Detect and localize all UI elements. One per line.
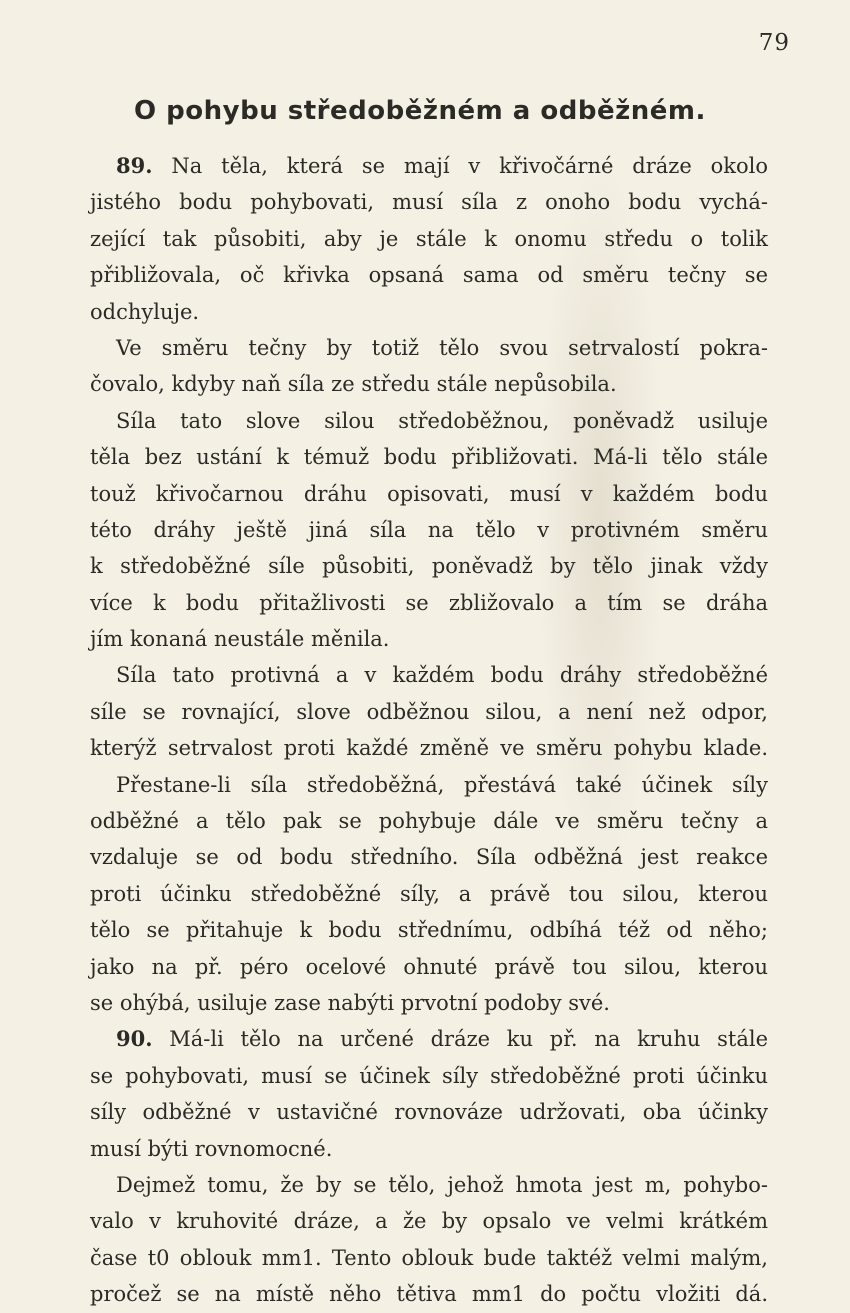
text-line: Ve směru tečny by totiž tělo svou setrvalostí pokra- — [116, 335, 768, 360]
text-line: musí býti rovnomocné. — [90, 1136, 333, 1161]
text-line: zející tak působiti, aby je stále k onomu středu o tolik — [90, 226, 768, 251]
body-text — [90, 148, 768, 1313]
text-line: 90. Má-li tělo na určené dráze ku př. na kruhu stále — [116, 1026, 768, 1052]
text-line: čase t0 oblouk mm1. Tento oblouk bude taktéž velmi malým, — [90, 1245, 768, 1270]
text-line: tělo se přitahuje k bodu střednímu, odbíhá též od něho; — [90, 918, 768, 943]
text-line: odchyluje. — [90, 299, 200, 324]
text-line: se ohýbá, usiluje zase nabýti prvotní podoby své. — [90, 990, 610, 1015]
text-line: Síla tato protivná a v každém bodu dráhy středoběžné — [116, 663, 768, 688]
text-line: jistého bodu pohybovati, musí síla z onoho bodu vychá- — [90, 190, 768, 215]
text-line: těla bez ustání k témuž bodu přibližovati. Má-li tělo stále — [90, 445, 768, 470]
text-line: pročež se na místě něho tětiva mm1 do počtu vložiti dá. — [90, 1282, 768, 1307]
text-line: Dejmež tomu, že by se tělo, jehož hmota jest m, pohybo- — [116, 1172, 768, 1197]
text-line: k středoběžné síle působiti, poněvadž by tělo jinak vždy — [90, 554, 768, 579]
text-line: vzdaluje se od bodu středního. Síla odběžná jest reakce — [90, 845, 768, 870]
text-line: Síla tato slove silou středoběžnou, poněvadž usiluje — [116, 408, 768, 433]
text-line: odběžné a tělo pak se pohybuje dále ve směru tečny a — [90, 809, 768, 834]
page-number: 79 — [758, 30, 790, 56]
text-line: valo v kruhovité dráze, a že by opsalo ve velmi krátkém — [90, 1209, 768, 1234]
paragraph-number: 89. — [116, 153, 153, 178]
text-line: 89. Na těla, která se mají v křivočárné dráze okolo — [116, 153, 768, 178]
text-line: této dráhy ještě jiná síla na tělo v protivném směru — [90, 517, 768, 542]
text-line: síly odběžné v ustavičné rovnováze udržovati, oba účinky — [90, 1100, 768, 1125]
paragraph-number: 90. — [116, 1026, 153, 1052]
text-line: se pohybovati, musí se účinek síly středoběžné proti účinku — [90, 1063, 768, 1088]
text-line: čovalo, kdyby naň síla ze středu stále nepůsobila. — [90, 372, 617, 397]
text-line: jím konaná neustále měnila. — [90, 627, 390, 652]
text-line: jako na př. péro ocelové ohnuté právě tou silou, kterou — [90, 954, 768, 979]
text-line: více k bodu přitažlivosti se zbližovalo a tím se dráha — [90, 590, 768, 615]
text-line: touž křivočarnou dráhu opisovati, musí v každém bodu — [90, 481, 768, 506]
page-title: O pohybu středoběžném a odběžném. — [134, 96, 706, 126]
text-line: proti účinku středoběžné síly, a právě tou silou, kterou — [90, 881, 768, 906]
text-line: kterýž setrvalost proti každé změně ve směru pohybu klade. — [90, 736, 768, 761]
text-line: přibližovala, oč křivka opsaná sama od směru tečny se — [90, 263, 768, 288]
text-line: Přestane-li síla středoběžná, přestává také účinek síly — [116, 772, 768, 797]
text-line: síle se rovnající, slove odběžnou silou, a není než odpor, — [90, 699, 768, 724]
